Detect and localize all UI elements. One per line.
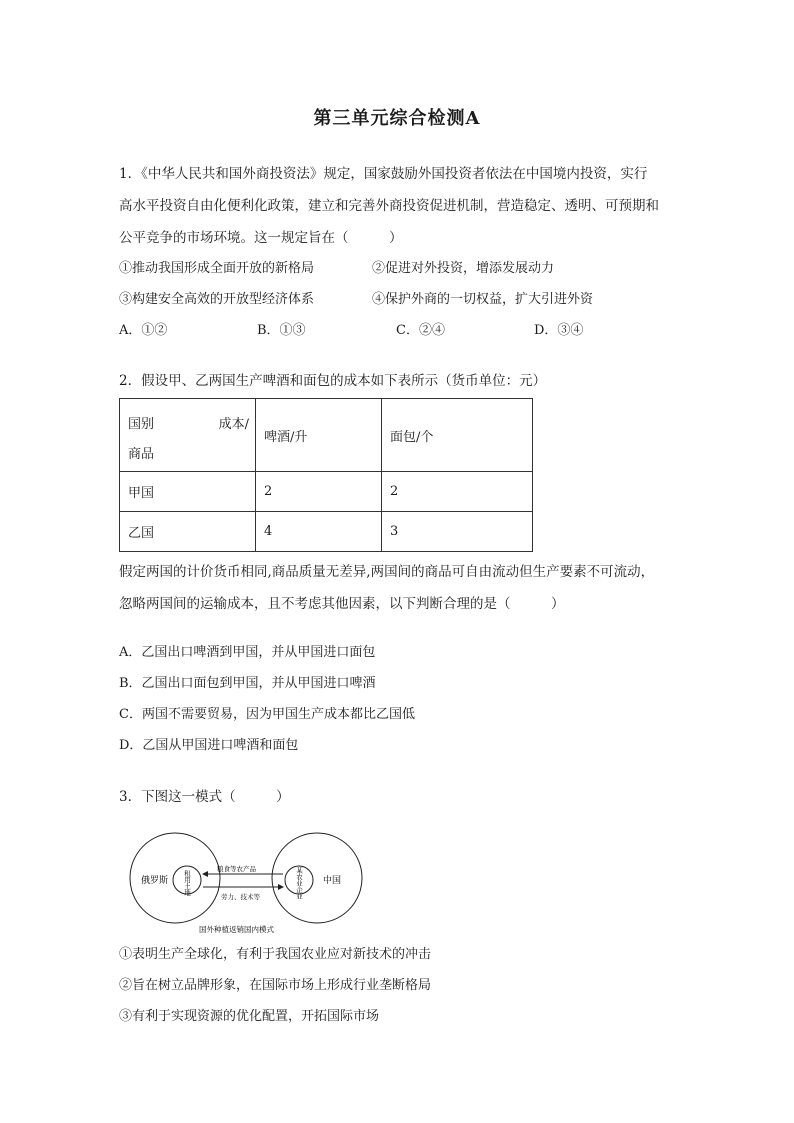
diagram-caption: 国外种植返销国内模式 <box>199 925 274 934</box>
q1-item-3: ③构建安全高效的开放型经济体系 <box>119 292 315 307</box>
q3-stem: 3．下图这一模式（ ） <box>119 789 290 805</box>
cost-table <box>119 398 533 552</box>
row-country: 甲国 <box>120 472 256 512</box>
right-country-label: 中国 <box>323 876 342 886</box>
left-inner-label: 租用土地 <box>183 870 191 896</box>
q1-choice-a: A．①② <box>119 323 168 338</box>
row-bread-cost: 2 <box>382 472 533 512</box>
q1-item-1: ①推动我国形成全面开放的新格局 <box>119 261 315 276</box>
q3-item-1: ①表明生产全球化，有利于我国农业应对新技术的冲击 <box>119 947 432 962</box>
page-title: 第三单元综合检测A <box>313 108 481 129</box>
q1-stem-line-3: 公平竞争的市场环境。这一规定旨在（ ） <box>119 230 403 246</box>
header-beer: 啤酒/升 <box>256 399 382 472</box>
trade-model-diagram <box>127 830 367 936</box>
table-header-row <box>120 399 533 472</box>
arrow-bottom-label: 劳力、技术等 <box>221 893 260 901</box>
q2-after-line-1: 假定两国的计价货币相同,商品质量无差异,两国间的商品可自由流动但生产要素不可流动， <box>119 564 655 580</box>
row-country: 乙国 <box>120 512 256 552</box>
q2-choice-d: D．乙国从甲国进口啤酒和面包 <box>119 738 299 753</box>
q1-choice-b: B．①③ <box>257 323 306 338</box>
q2-after-line-2: 忽略两国间的运输成本，且不考虑其他因素，以下判断合理的是（ ） <box>119 596 565 612</box>
table-header-diagonal-cell <box>120 399 256 472</box>
header-bread: 面包/个 <box>382 399 533 472</box>
right-inner-label: 某农业企业 <box>295 867 303 900</box>
row-beer-cost: 4 <box>256 512 382 552</box>
q1-stem-line-1: 1．《中华人民共和国外商投资法》规定，国家鼓励外国投资者依法在中国境内投资，实行 <box>119 166 648 182</box>
q1-choice-c: C．②④ <box>396 323 445 338</box>
header-goods-label: 商品 <box>128 447 155 462</box>
q2-choice-c: C．两国不需要贸易，因为甲国生产成本都比乙国低 <box>119 707 415 722</box>
q1-choice-d: D．③④ <box>534 323 584 338</box>
row-beer-cost: 2 <box>256 472 382 512</box>
q1-item-4: ④保护外商的一切权益，扩大引进外资 <box>372 292 594 307</box>
table-row <box>120 512 533 552</box>
header-country-label: 国别 <box>128 417 155 432</box>
q3-item-3: ③有利于实现资源的优化配置，开拓国际市场 <box>119 1009 380 1024</box>
q2-stem: 2．假设甲、乙两国生产啤酒和面包的成本如下表所示（货币单位：元） <box>119 373 547 389</box>
q2-choice-a: A．乙国出口啤酒到甲国，并从甲国进口面包 <box>119 645 376 660</box>
row-bread-cost: 3 <box>382 512 533 552</box>
q1-stem-line-2: 高水平投资自由化便利化政策，建立和完善外商投资促进机制，营造稳定、透明、可预期和 <box>119 198 659 214</box>
q3-item-2: ②旨在树立品牌形象，在国际市场上形成行业垄断格局 <box>119 978 432 993</box>
table-row <box>120 472 533 512</box>
header-cost-label: 成本/ <box>218 417 249 432</box>
left-country-label: 俄罗斯 <box>141 876 169 886</box>
q2-choice-b: B．乙国出口面包到甲国，并从甲国进口啤酒 <box>119 676 376 691</box>
q1-item-2: ②促进对外投资，增添发展动力 <box>372 261 555 276</box>
arrow-top-label: 粮食等农产品 <box>217 865 256 873</box>
